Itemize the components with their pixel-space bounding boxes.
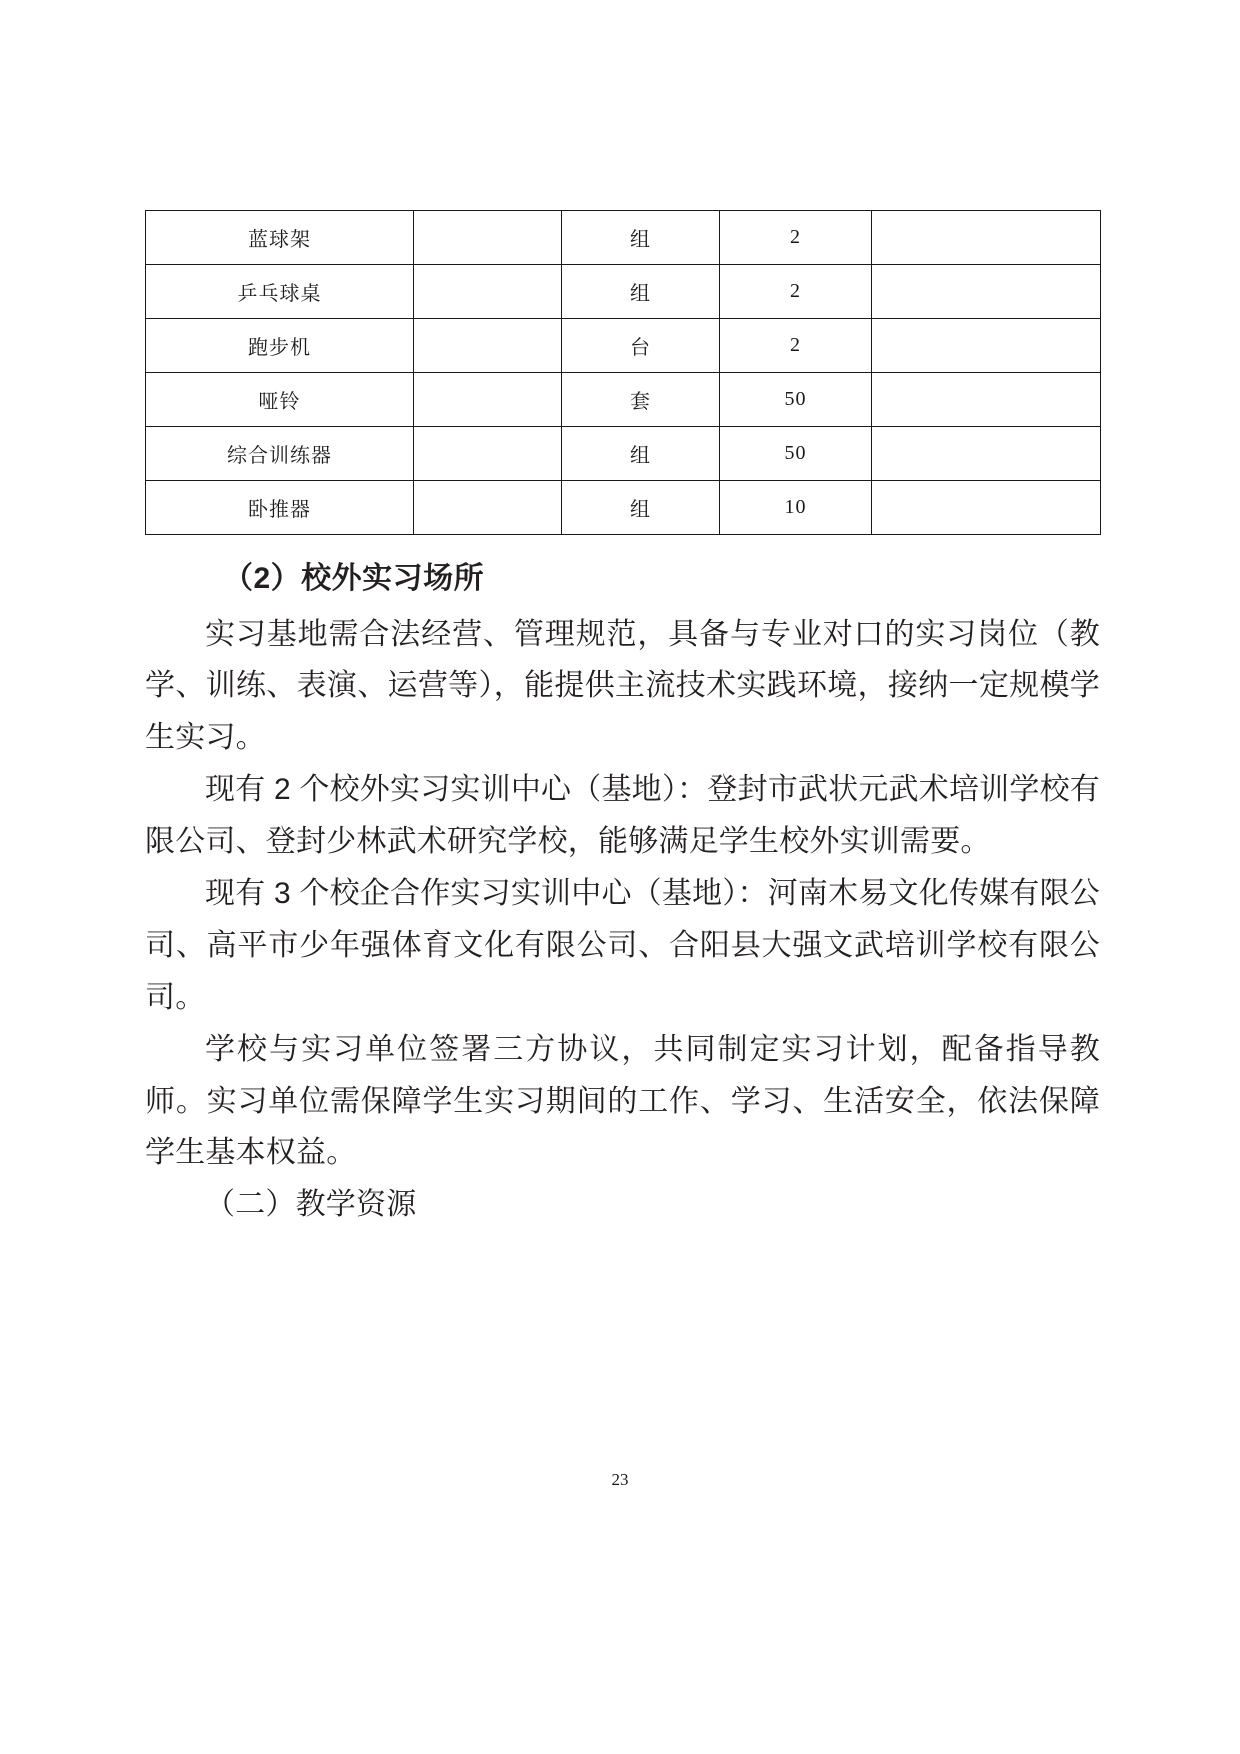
cell-unit: 组 xyxy=(562,265,720,319)
cell-spec xyxy=(414,319,562,373)
cell-name: 跑步机 xyxy=(146,319,414,373)
paragraph-school-enterprise-centers: 现有 3 个校企合作实习实训中心（基地）：河南木易文化传媒有限公司、高平市少年强体育文化有限公司、合阳县大强文武培训学校有限公司。 xyxy=(145,876,1100,1014)
cell-qty: 10 xyxy=(720,481,872,535)
cell-note xyxy=(872,373,1101,427)
table-row xyxy=(146,211,1101,265)
page-number: 23 xyxy=(611,1470,629,1489)
paragraph-practice-base-requirements: 实习基地需合法经营、管理规范，具备与专业对口的实习岗位（教学、训练、表演、运营等），能提供主流技术实践环境，接纳一定规模学生实习。 xyxy=(145,617,1100,755)
cell-unit: 组 xyxy=(562,427,720,481)
paragraph-offsite-training-centers: 现有 2 个校外实习实训中心（基地）：登封市武状元武术培训学校有限公司、登封少林武术研究学校，能够满足学生校外实训需要。 xyxy=(145,773,1100,859)
cell-note xyxy=(872,265,1101,319)
cell-qty: 50 xyxy=(720,427,872,481)
cell-spec xyxy=(414,211,562,265)
paragraph-tripartite-agreement: 学校与实习单位签署三方协议，共同制定实习计划，配备指导教师。实习单位需保障学生实习期间的工作、学习、生活安全，依法保障学生基本权益。 xyxy=(145,1032,1100,1170)
cell-qty: 2 xyxy=(720,319,872,373)
table-row xyxy=(146,427,1101,481)
cell-qty: 2 xyxy=(720,265,872,319)
cell-unit: 组 xyxy=(562,481,720,535)
cell-note xyxy=(872,427,1101,481)
equipment-table-body xyxy=(146,211,1101,535)
table-row xyxy=(146,319,1101,373)
cell-name: 综合训练器 xyxy=(146,427,414,481)
cell-name: 哑铃 xyxy=(146,373,414,427)
table-row xyxy=(146,481,1101,535)
cell-name: 卧推器 xyxy=(146,481,414,535)
cell-spec xyxy=(414,481,562,535)
cell-note xyxy=(872,481,1101,535)
cell-spec xyxy=(414,373,562,427)
cell-qty: 50 xyxy=(720,373,872,427)
section-heading-outside-practice: （2）校外实习场所 xyxy=(223,562,485,595)
cell-spec xyxy=(414,427,562,481)
cell-unit: 套 xyxy=(562,373,720,427)
equipment-table xyxy=(145,210,1101,535)
cell-note xyxy=(872,211,1101,265)
cell-name: 乒乓球桌 xyxy=(146,265,414,319)
cell-spec xyxy=(414,265,562,319)
page-content xyxy=(145,210,1100,1231)
cell-name: 蓝球架 xyxy=(146,211,414,265)
cell-unit: 台 xyxy=(562,319,720,373)
cell-unit: 组 xyxy=(562,211,720,265)
cell-qty: 2 xyxy=(720,211,872,265)
cell-note xyxy=(872,319,1101,373)
table-row xyxy=(146,265,1101,319)
section-heading-teaching-resources: （二）教学资源 xyxy=(205,1188,417,1222)
table-row xyxy=(146,373,1101,427)
